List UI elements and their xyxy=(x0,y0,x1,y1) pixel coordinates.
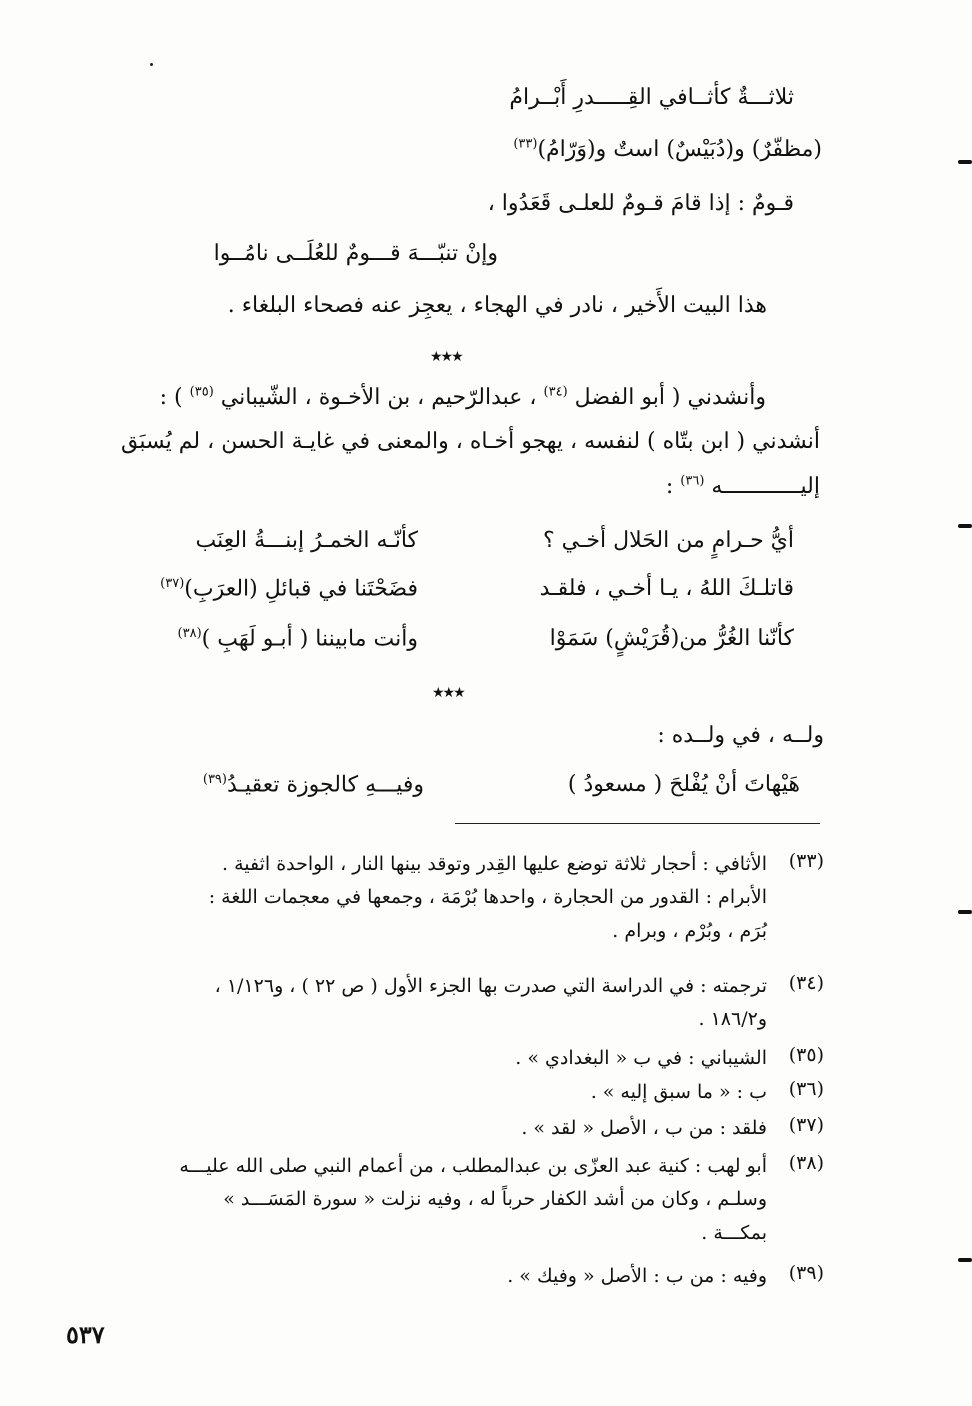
poem3-first-hemistich: هَيْهاتَ أنْ يُفْلحَ ( مسعودُ ) xyxy=(567,772,800,797)
intro2-text-c: ) : xyxy=(159,385,183,410)
footnote-37-line-1: فلقد : من ب ، الأصل « لقد » . xyxy=(521,1117,767,1139)
footnote-34-line-2: و١٨٦/٢ . xyxy=(698,1008,767,1031)
intro2-line-2: أنشدني ( ابن بتّاه ) لنفسه ، يهجو أخـاه ، والمعنى في غايـة الحسن ، لم يُسبَق xyxy=(121,429,820,454)
footnote-ref-33: (٣٣) xyxy=(513,136,538,152)
footnote-number-33: (٣٣) xyxy=(788,850,824,872)
footnote-ref-36: (٣٦) xyxy=(680,473,705,489)
footnote-separator xyxy=(455,823,820,824)
page-number: ٥٣٧ xyxy=(66,1320,105,1349)
footnote-number-39: (٣٩) xyxy=(788,1262,824,1284)
footnote-number-38: (٣٨) xyxy=(788,1152,824,1174)
intro2-text-b: ، عبدالرّحيم ، بن الأخـوة ، الشّيباني xyxy=(220,385,537,410)
poem3-text: وفيـــهِ كالجوزة تعقيـدُ xyxy=(227,772,424,798)
footnote-ref-38: (٣٨) xyxy=(177,626,202,641)
intro2-text-a: وأنشدني ( أبو الفضل xyxy=(574,385,766,410)
footnote-ref-35: (٣٥) xyxy=(189,384,214,400)
footnote-33 xyxy=(77,848,767,948)
poem1-line-3: قـومٌ : إذا قامَ قـومٌ للعلـى قَعَدُوا ، xyxy=(487,191,794,216)
section-divider-stars: ★★★ xyxy=(430,349,462,365)
intro2-line-1 xyxy=(160,384,766,413)
footnote-36 xyxy=(77,1076,767,1109)
footnote-number-37: (٣٧) xyxy=(788,1114,824,1136)
intro3-line: ولــه ، في ولــده : xyxy=(657,723,824,748)
poem2-verse-3-second-hemistich xyxy=(178,626,418,651)
footnote-ref-37: (٣٧) xyxy=(160,576,185,591)
poem2-verse-1-second-hemistich: كأنّـه الخمـرُ إبنـــةُ العِنَب xyxy=(195,528,418,553)
poem2-verse-1-first-hemistich: أيُّ حـرامٍ من الحَلال أخـي ؟ xyxy=(542,528,794,553)
footnote-ref-34: (٣٤) xyxy=(543,384,568,400)
poem1-line-2-text: (مظفّرٌ) و(دُبَيْسٌ) استٌ و(وَرّامُ) xyxy=(537,137,822,162)
footnote-38-line-2: وسلـم ، وكان من أشد الكفار حرباً له ، وفيه نزلت « سورة المَسَـــد » xyxy=(223,1188,767,1211)
footnote-34-line-1: ترجمته : في الدراسة التي صدرت بها الجزء الأول ( ص ٢٢ ) ، و١/١٢٦ ، xyxy=(214,975,767,997)
footnote-33-line-3: بُرَم ، وبُرْم ، وبرام . xyxy=(612,919,767,942)
poem2-verse-2-text: فضَحْتَنا في قبائلِ (العرَبِ) xyxy=(184,576,418,602)
footnote-38 xyxy=(77,1150,767,1250)
footnote-35-line-1: الشيباني : في ب « البغدادي » . xyxy=(515,1047,767,1069)
poem2-verse-3-text: وأنت مابيننا ( أبـو لَهَبِ ) xyxy=(201,626,418,652)
intro2-text-d: إليــــــــــــه xyxy=(711,474,820,499)
footnote-35 xyxy=(77,1042,767,1075)
poem3-second-hemistich xyxy=(203,772,424,797)
poem2-verse-2-first-hemistich: قاتلـكَ اللهُ ، يـا أخـي ، فلقـد xyxy=(539,576,794,601)
footnote-number-36: (٣٦) xyxy=(788,1078,824,1100)
poem2-verse-3-first-hemistich: كأنّنا الغُرُّ من(قُرَيْشٍ) سَمَوْا xyxy=(549,626,794,651)
footnote-34 xyxy=(77,970,767,1037)
intro2-line-3 xyxy=(666,473,820,502)
footnote-ref-39: (٣٩) xyxy=(202,772,227,787)
comment-line: هذا البيت الأَخير ، نادر في الهجاء ، يعجِز عنه فصحاء البلغاء . xyxy=(227,293,767,318)
footnote-37 xyxy=(77,1112,767,1145)
margin-mark xyxy=(958,160,972,164)
footnote-number-34: (٣٤) xyxy=(788,972,824,994)
margin-mark xyxy=(958,1258,972,1262)
footnote-39 xyxy=(77,1260,767,1293)
footnote-38-line-3: بمكـــة . xyxy=(701,1221,767,1244)
margin-mark xyxy=(958,524,972,528)
footnote-33-line-2: الأبرام : القدور من الحجارة ، واحدها بُرْمَة ، وجمعها في معجمات اللغة : xyxy=(208,886,767,909)
section-divider-stars-2: ★★★ xyxy=(432,685,464,701)
footnote-33-line-1: الأثافي : أحجار ثلاثة توضع عليها القِدر وتوقد بينها النار ، الواحدة اثفية . xyxy=(222,853,767,875)
footnote-39-line-1: وفيه : من ب : الأصل « وفيك » . xyxy=(507,1265,767,1287)
poem1-line-1: ثلاثـــةٌ كأثــافي القِـــــدرِ أَبْــرامُ xyxy=(509,85,794,110)
margin-mark xyxy=(958,910,972,914)
intro2-text-e: : xyxy=(665,474,674,499)
ink-speck xyxy=(150,63,153,66)
footnote-38-line-1: أبو لهب : كنية عبد العزّى بن عبدالمطلب ، من أعمام النبي صلى الله عليـــه xyxy=(179,1155,767,1177)
footnote-number-35: (٣٥) xyxy=(788,1044,824,1066)
poem1-line-4: وإنْ تنبّـــهَ قـــومٌ للعُلَــى نامُــوا xyxy=(213,241,498,266)
footnote-36-line-1: ب : « ما سبق إليه » . xyxy=(590,1081,767,1103)
poem2-verse-2-second-hemistich xyxy=(160,576,418,601)
poem1-line-2 xyxy=(513,136,822,165)
